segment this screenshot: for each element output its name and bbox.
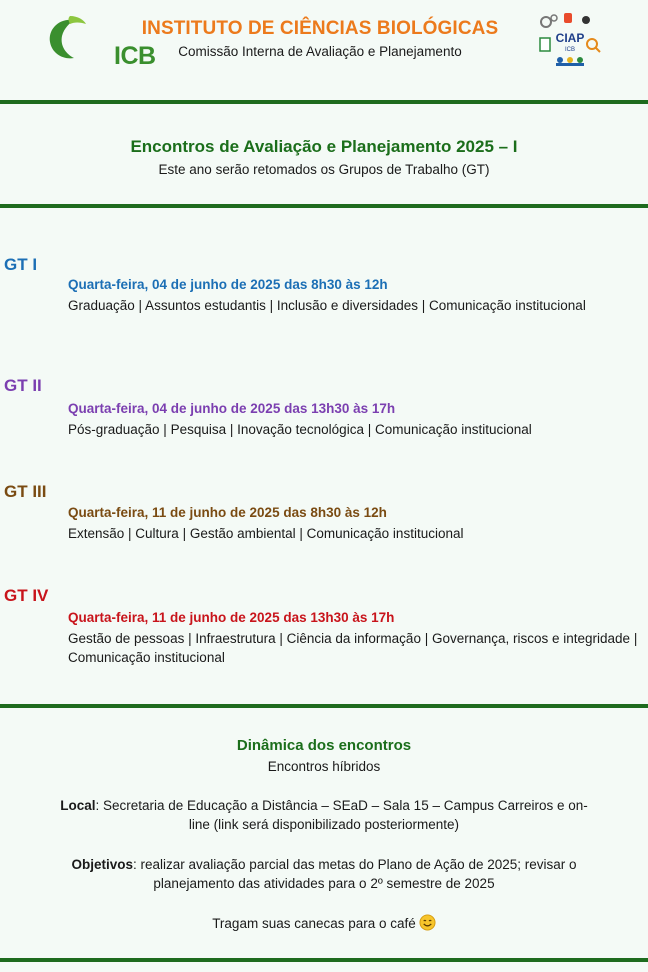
gt4-topics: Gestão de pessoas | Infraestrutura | Ciência da informação | Governança, riscos e integridade | Comunicação institucional: [68, 631, 638, 665]
meetings-title: Encontros de Avaliação e Planejamento 2025 – I: [130, 137, 518, 156]
divider-3: [0, 704, 648, 708]
gt3-topics: Extensão | Cultura | Gestão ambiental | Comunicação institucional: [68, 526, 464, 541]
gt4-date: Quarta-feira, 11 de junho de 2025 das 13h30 às 17h: [68, 610, 395, 625]
meetings-subtitle: Este ano serão retomados os Grupos de Trabalho (GT): [158, 162, 490, 177]
closing-line: [0, 914, 648, 934]
magnifier-icon: [587, 39, 597, 49]
local-paragraph: [50, 796, 598, 834]
dynamics-subtitle: Encontros híbridos: [267, 759, 381, 774]
shield-icon: [564, 13, 572, 23]
divider-4: [0, 958, 648, 962]
ciap-logo-text: CIAP: [555, 31, 585, 45]
gt4-label: GT IV: [4, 586, 49, 605]
gt2-topics: Pós-graduação | Pesquisa | Inovação tecnológica | Comunicação institucional: [68, 422, 532, 437]
local-label: Local: [60, 798, 96, 813]
gt2-date: Quarta-feira, 04 de junho de 2025 das 13h30 às 17h: [68, 401, 396, 416]
person-icon: [582, 16, 590, 24]
icb-logo: [44, 14, 156, 70]
gt2-label: GT II: [4, 376, 42, 395]
gt3-label: GT III: [4, 482, 47, 501]
divider-1: [0, 100, 648, 104]
page-header: [0, 0, 648, 100]
gt3-date: Quarta-feira, 11 de junho de 2025 das 8h30 às 12h: [68, 505, 387, 520]
divider-2: [0, 204, 648, 208]
icb-logo-text: ICB: [114, 42, 156, 70]
leaf-icon: [44, 14, 124, 62]
gt1-date: Quarta-feira, 04 de junho de 2025 das 8h30 às 12h: [68, 277, 388, 292]
dynamics-title: Dinâmica dos encontros: [236, 737, 412, 754]
ciap-logo: [534, 12, 608, 68]
institute-title: INSTITUTO DE CIÊNCIAS BIOLÓGICAS: [141, 18, 499, 39]
commission-subtitle: Comissão Interna de Avaliação e Planejamento: [178, 44, 462, 59]
gt1-topics: Graduação | Assuntos estudantis | Inclusão e diversidades | Comunicação institucional: [68, 298, 586, 313]
smiley-icon: [419, 914, 436, 934]
people-icon: [556, 63, 584, 66]
objectives-text: : realizar avaliação parcial das metas do Plano de Ação de 2025; revisar o planejamento das atividades para o 2º semestre de 2025: [133, 857, 577, 891]
gear-icon: [541, 17, 551, 27]
gt1-label: GT I: [4, 255, 38, 274]
local-text: : Secretaria de Educação a Distância – SEaD – Sala 15 – Campus Carreiros e on-line (link será disponibilizado posteriormente): [95, 798, 588, 832]
closing-text: Tragam suas canecas para o café: [212, 916, 416, 931]
ciap-logo-subtext: ICB: [564, 47, 576, 53]
checklist-icon: [540, 38, 550, 51]
objectives-label: Objetivos: [71, 857, 133, 872]
objectives-paragraph: [34, 855, 614, 893]
